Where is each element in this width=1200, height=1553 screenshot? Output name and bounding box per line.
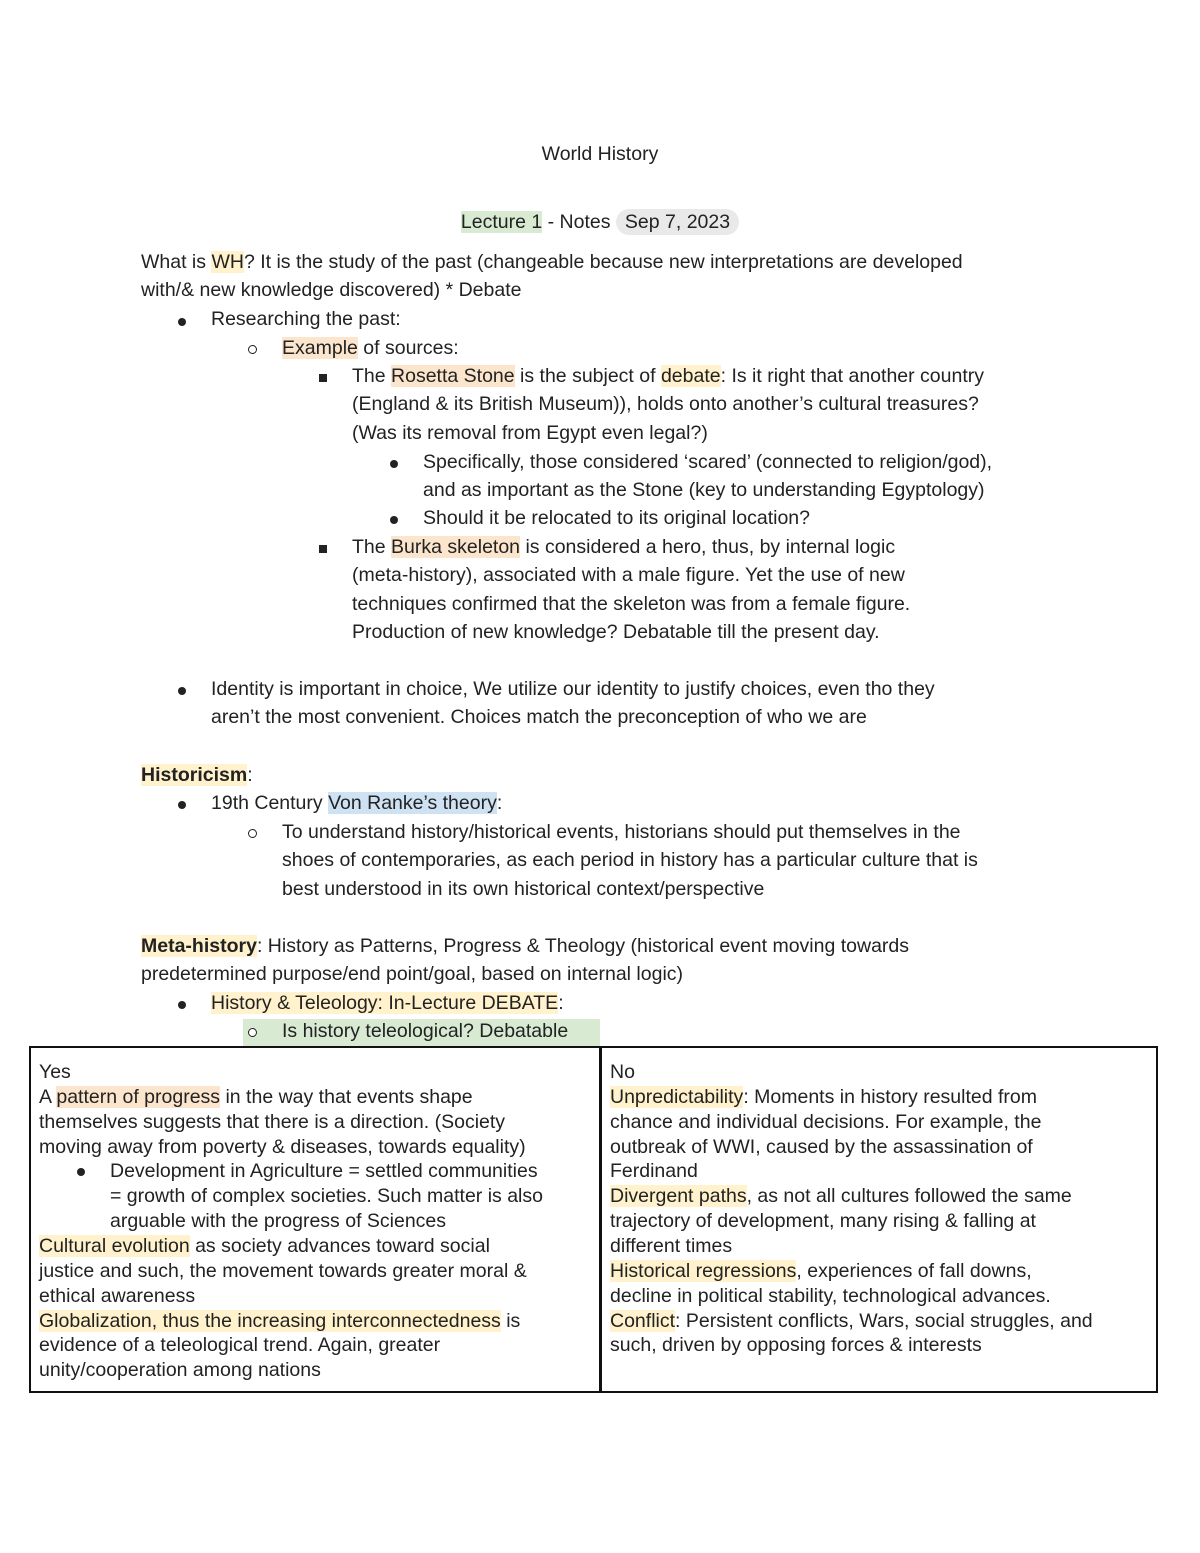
no-unpredictability-line-1 <box>610 1085 1037 1110</box>
intro-line-2: with/& new knowledge discovered) * Debate <box>141 279 522 301</box>
highlight-wh: WH <box>211 251 244 273</box>
text: 19th Century <box>211 792 329 814</box>
yes-glob-line-3: unity/cooperation among nations <box>39 1359 321 1381</box>
bullet-disc <box>178 801 186 809</box>
identity-line-2: aren’t the most convenient. Choices match the preconception of who we are <box>211 706 867 728</box>
bullet-circle <box>248 1028 257 1037</box>
text: : <box>247 764 253 786</box>
highlight-conflict: Conflict <box>610 1310 676 1332</box>
highlight-divergent: Divergent paths <box>610 1185 747 1207</box>
text: The <box>352 536 392 558</box>
ranke-item <box>211 789 502 818</box>
yes-bullet-line-2: = growth of complex societies. Such matter is also <box>110 1185 543 1207</box>
yes-ce-line-1 <box>39 1234 490 1259</box>
teleology-item <box>211 989 564 1018</box>
highlight-example: Example <box>282 337 358 359</box>
identity-line-1: Identity is important in choice, We utilize our identity to justify choices, even tho they <box>211 678 935 700</box>
rosetta-line-3: (Was its removal from Egypt even legal?) <box>352 422 708 444</box>
text: in the way that events shape <box>220 1086 473 1108</box>
specifically-line-1: Specifically, those considered ‘scared’ (connected to religion/god), <box>423 451 993 473</box>
table-divider <box>599 1046 602 1393</box>
text: : Is it right that another country <box>720 365 984 387</box>
rosetta-line-1 <box>352 362 984 391</box>
ranke-line-3: best understood in its own historical context/perspective <box>282 878 765 900</box>
heading-text: Meta-history <box>141 935 257 957</box>
question-item: Is history teleological? Debatable <box>282 1020 569 1042</box>
yes-glob-line-2: evidence of a teleological trend. Again, greater <box>39 1334 441 1356</box>
text: of sources: <box>357 337 459 359</box>
bullet-disc <box>178 687 186 695</box>
no-header: No <box>610 1061 635 1083</box>
date-chip[interactable]: Sep 7, 2023 <box>616 209 739 235</box>
no-unpredictability-line-4: Ferdinand <box>610 1160 698 1182</box>
specifically-line-2: and as important as the Stone (key to understanding Egyptology) <box>423 479 985 501</box>
yes-line-1 <box>39 1085 473 1110</box>
no-unpredictability-line-3: outbreak of WWI, caused by the assassination of <box>610 1136 1033 1158</box>
text: ? It is the study of the past (changeable because new interpretations are developed <box>243 251 963 273</box>
text: , as not all cultures followed the same <box>746 1185 1072 1207</box>
highlight-cultural-evolution: Cultural evolution <box>39 1235 190 1257</box>
bullet-square <box>319 545 327 553</box>
ranke-line-1: To understand history/historical events, historians should put themselves in the <box>282 821 961 843</box>
no-divergent-line-2: trajectory of development, many rising & falling at <box>610 1210 1036 1232</box>
text: : Persistent conflicts, Wars, social struggles, and <box>675 1310 1093 1332</box>
text: What is <box>141 251 212 273</box>
burka-line-1 <box>352 533 895 562</box>
yes-ce-line-2: justice and such, the movement towards greater moral & <box>39 1260 527 1282</box>
text: , experiences of fall downs, <box>796 1260 1032 1282</box>
relocated-item: Should it be relocated to its original location? <box>423 507 810 529</box>
bullet-disc <box>77 1168 85 1176</box>
yes-line-2: themselves suggests that there is a direction. (Society <box>39 1111 506 1133</box>
yes-glob-line-1 <box>39 1309 520 1334</box>
yes-bullet-line-1: Development in Agriculture = settled communities <box>110 1160 538 1182</box>
text: : Moments in history resulted from <box>743 1086 1037 1108</box>
lecture-label: Lecture 1 <box>460 211 543 233</box>
rosetta-line-2: (England & its British Museum)), holds onto another’s cultural treasures? <box>352 393 979 415</box>
text: : <box>558 992 564 1014</box>
bullet-disc <box>390 460 398 468</box>
intro-line-1 <box>141 248 963 277</box>
bullet-disc <box>178 318 186 326</box>
text: is the subject of <box>514 365 661 387</box>
highlight-burka: Burka skeleton <box>391 536 521 558</box>
metahistory-line-2: predetermined purpose/end point/goal, based on internal logic) <box>141 963 684 985</box>
researching-item: Researching the past: <box>211 308 401 330</box>
burka-line-3: techniques confirmed that the skeleton was from a female figure. <box>352 593 911 615</box>
yes-line-3: moving away from poverty & diseases, towards equality) <box>39 1136 526 1158</box>
bullet-disc <box>178 1001 186 1009</box>
no-conflict-line-1 <box>610 1309 1093 1334</box>
no-divergent-line-3: different times <box>610 1235 733 1257</box>
lecture-subtitle <box>0 207 1200 237</box>
burka-line-4: Production of new knowledge? Debatable till the present day. <box>352 621 880 643</box>
yes-bullet-line-3: arguable with the progress of Sciences <box>110 1210 447 1232</box>
notes-label: - Notes <box>542 211 616 233</box>
bullet-circle <box>248 829 257 838</box>
no-conflict-line-2: such, driven by opposing forces & interests <box>610 1334 982 1356</box>
text: : <box>496 792 503 814</box>
bullet-disc <box>390 516 398 524</box>
text: A <box>39 1086 57 1108</box>
highlight-debate: debate <box>660 365 721 387</box>
highlight-pattern: pattern of progress <box>56 1086 221 1108</box>
no-divergent-line-1 <box>610 1184 1072 1209</box>
bullet-circle <box>248 345 257 354</box>
metahistory-line-1 <box>141 932 909 961</box>
yes-ce-line-3: ethical awareness <box>39 1285 196 1307</box>
document-title: World History <box>541 143 659 165</box>
highlight-ranke: Von Ranke’s theory <box>328 792 497 814</box>
heading-text: Historicism <box>141 764 248 786</box>
historicism-heading <box>141 761 253 790</box>
highlight-rosetta: Rosetta Stone <box>391 365 515 387</box>
text: is considered a hero, thus, by internal logic <box>520 536 896 558</box>
text: is <box>500 1310 521 1332</box>
text: : History as Patterns, Progress & Theology (historical event moving towards <box>256 935 910 957</box>
burka-line-2: (meta-history), associated with a male figure. Yet the use of new <box>352 564 905 586</box>
ranke-line-2: shoes of contemporaries, as each period in history has a particular culture that is <box>282 849 978 871</box>
bullet-square <box>319 374 327 382</box>
highlight-unpredictability: Unpredictability <box>610 1086 744 1108</box>
text: as society advances toward social <box>189 1235 490 1257</box>
no-regressions-line-1 <box>610 1259 1032 1284</box>
example-item <box>282 334 459 363</box>
no-regressions-line-2: decline in political stability, technological advances. <box>610 1285 1051 1307</box>
highlight-globalization: Globalization, thus the increasing interconnectedness <box>39 1310 501 1332</box>
text: The <box>352 365 392 387</box>
highlight-teleology: History & Teleology: In-Lecture DEBATE <box>211 992 559 1014</box>
yes-header: Yes <box>39 1061 71 1083</box>
highlight-regressions: Historical regressions <box>610 1260 797 1282</box>
no-unpredictability-line-2: chance and individual decisions. For example, the <box>610 1111 1042 1133</box>
